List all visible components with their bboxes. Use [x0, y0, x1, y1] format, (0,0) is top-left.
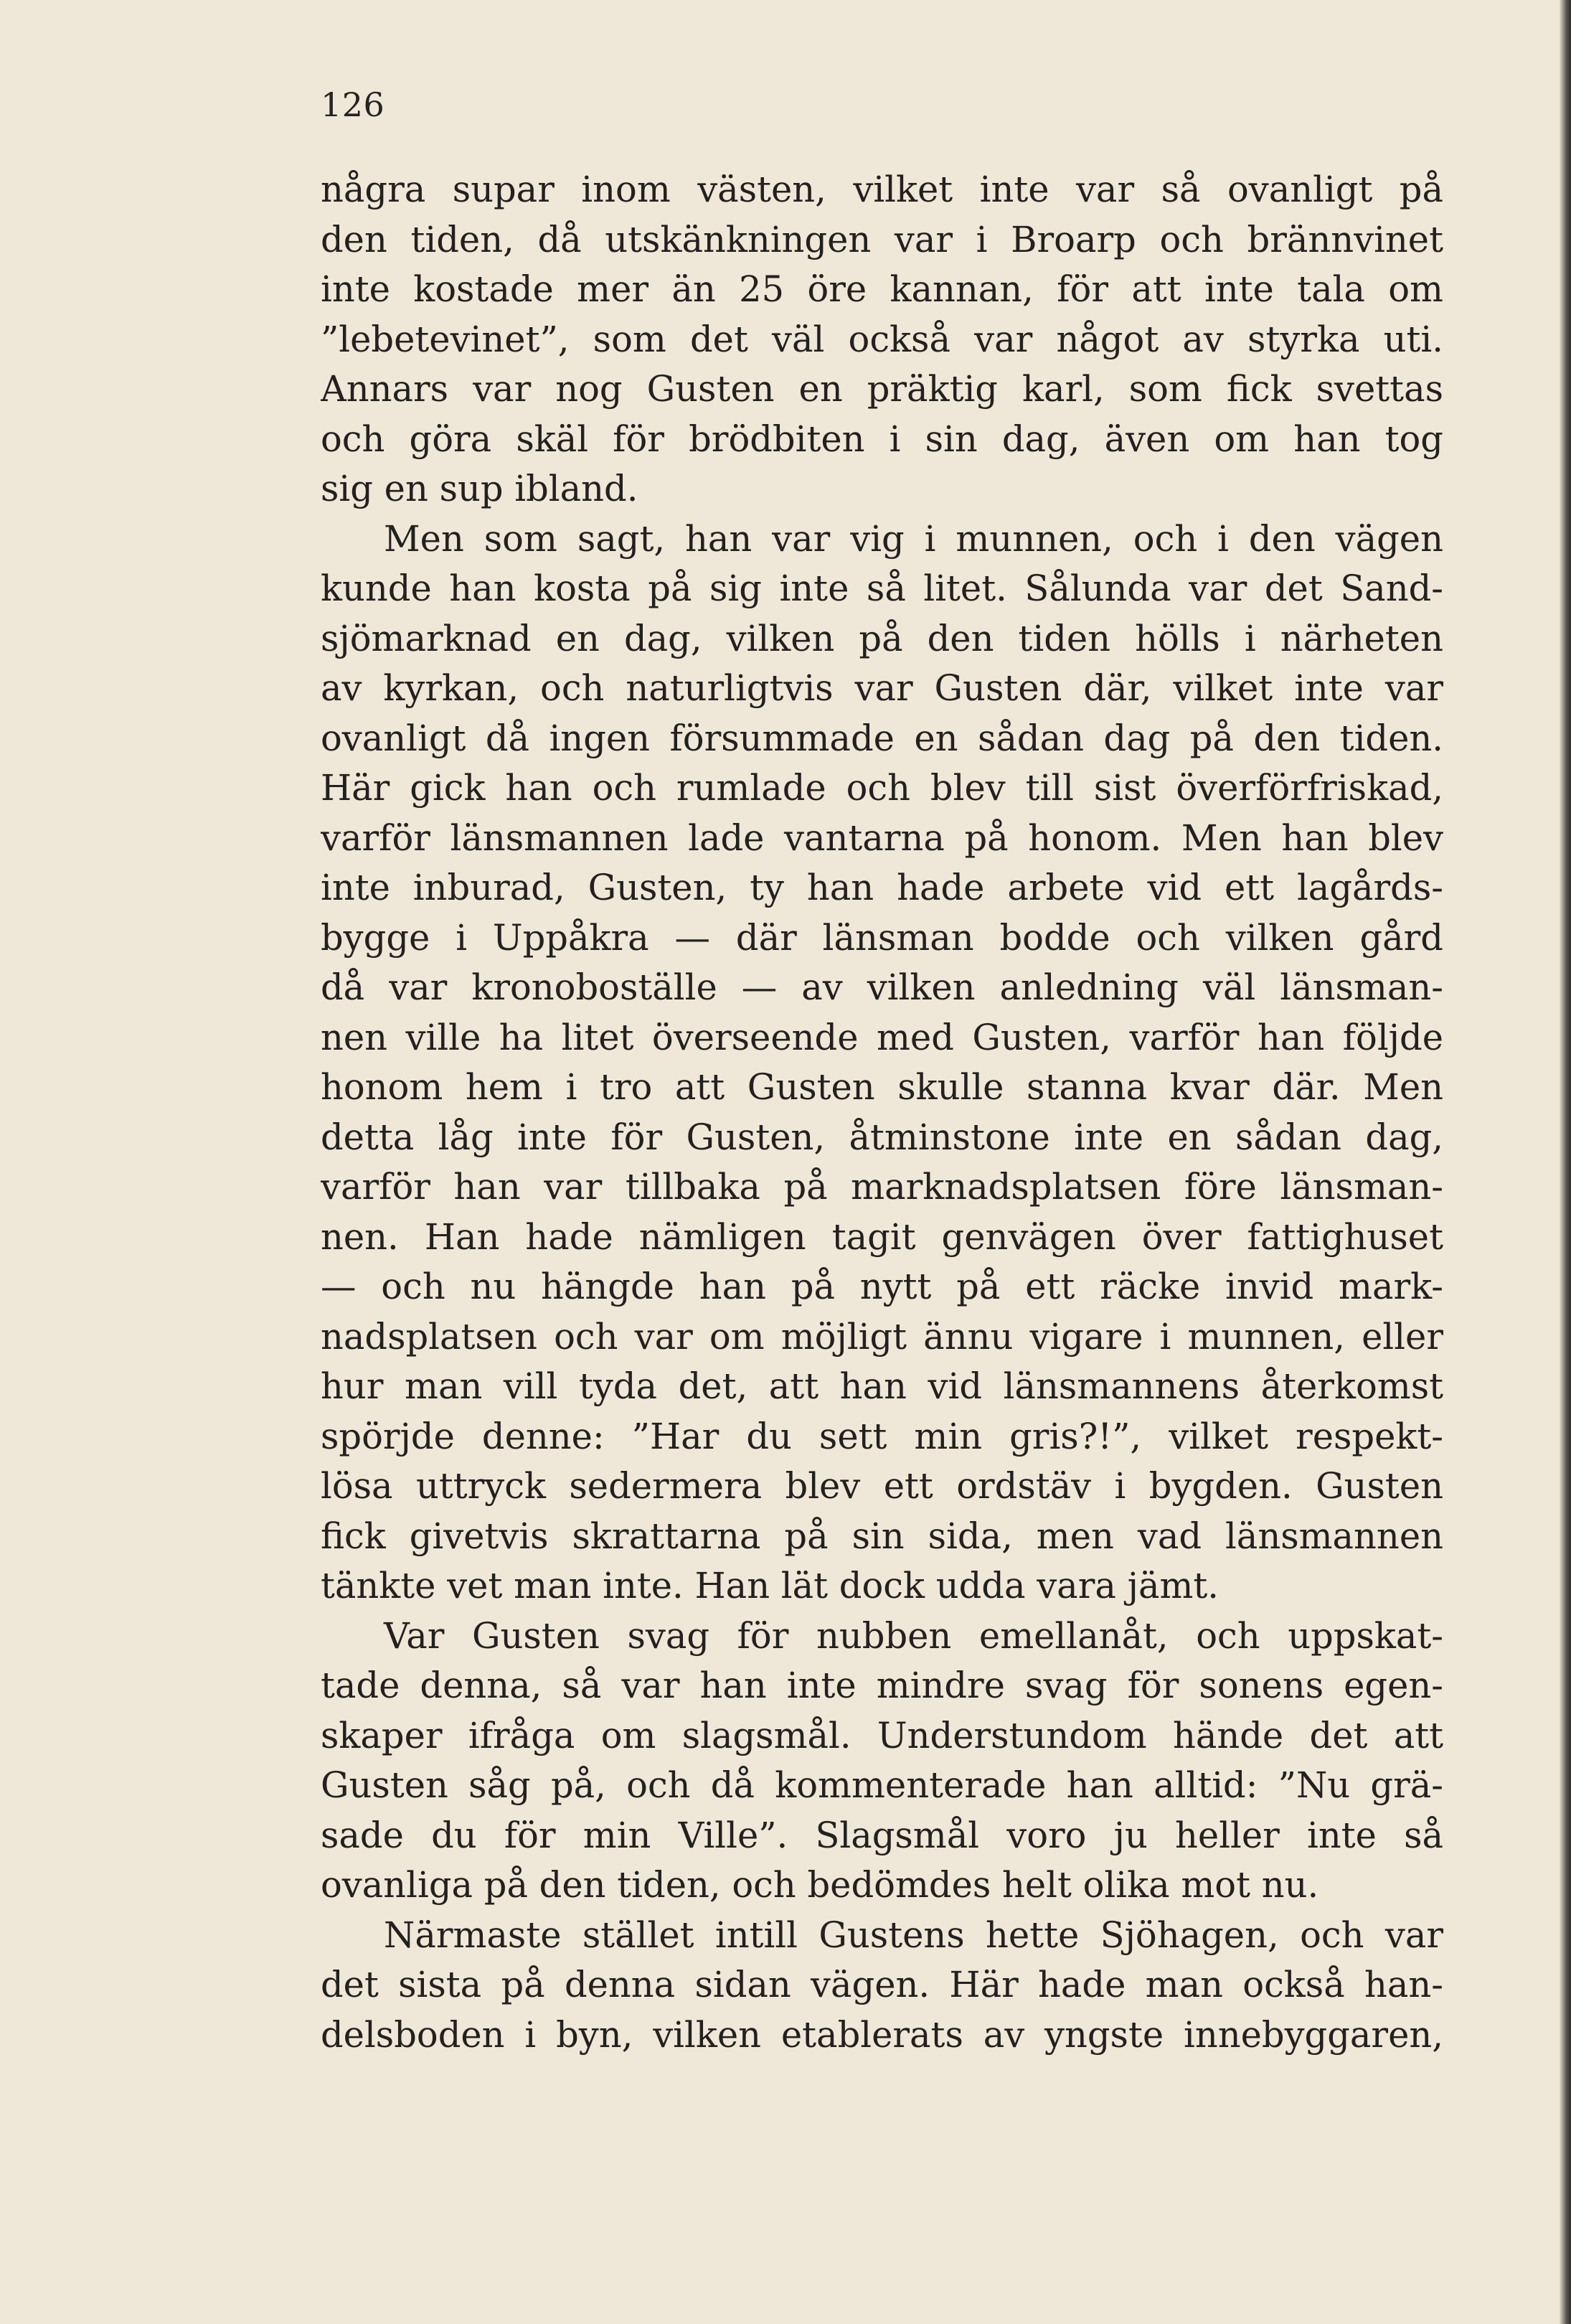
text-line: kunde han kosta på sig inte så litet. Sålunda var det Sand-	[321, 568, 1443, 609]
text-line: några supar inom västen, vilket inte var så ovanligt på	[321, 169, 1443, 210]
text-line: Var Gusten svag för nubben emellanåt, och uppskat-	[384, 1614, 1443, 1657]
text-line: — och nu hängde han på nytt på ett räcke invid mark-	[321, 1266, 1443, 1307]
paragraph-2	[321, 514, 1443, 1612]
text-line: ovanliga på den tiden, och bedömdes helt olika mot nu.	[321, 1864, 1319, 1906]
text-line: Här gick han och rumlade och blev till sist överförfriskad,	[321, 767, 1443, 809]
text-line: Annars var nog Gusten en präktig karl, som fick svettas	[321, 368, 1443, 410]
text-line: och göra skäl för brödbiten i sin dag, även om han tog	[321, 418, 1443, 460]
text-line: nen. Han hade nämligen tagit genvägen över fattighuset	[321, 1215, 1443, 1258]
text-line: honom hem i tro att Gusten skulle stanna kvar där. Men	[321, 1066, 1443, 1108]
text-line: inte kostade mer än 25 öre kannan, för att inte tala om	[321, 268, 1443, 310]
text-line: sade du för min Ville”. Slagsmål voro ju heller inte så	[321, 1814, 1443, 1856]
text-line: tade denna, så var han inte mindre svag för sonens egen-	[321, 1665, 1443, 1706]
text-line: ”lebetevinet”, som det väl också var något av styrka uti.	[321, 318, 1443, 360]
text-line: den tiden, då utskänkningen var i Broarp och brännvinet	[321, 218, 1443, 260]
body-text	[321, 165, 1443, 2060]
text-line: sig en sup ibland.	[321, 468, 638, 509]
text-line: ovanligt då ingen försummade en sådan dag på den tiden.	[321, 717, 1443, 759]
text-line: delsboden i byn, vilken etablerats av yngste innebyggaren,	[321, 2013, 1443, 2056]
text-line: Närmaste stället intill Gustens hette Sjöhagen, och var	[384, 1914, 1443, 1956]
text-line: tänkte vet man inte. Han lät dock udda vara jämt.	[321, 1565, 1219, 1606]
text-line: lösa uttryck sedermera blev ett ordstäv i bygden. Gusten	[321, 1465, 1443, 1507]
text-line: skaper ifråga om slagsmål. Understundom hände det att	[321, 1714, 1443, 1756]
text-line: av kyrkan, och naturligtvis var Gusten där, vilket inte var	[321, 667, 1443, 709]
text-line: spörjde denne: ”Har du sett min gris?!”, vilket respekt-	[321, 1415, 1443, 1457]
text-line: Gusten såg på, och då kommenterade han alltid: ”Nu grä-	[321, 1764, 1443, 1806]
page-edge	[1560, 0, 1571, 2324]
text-line: nen ville ha litet överseende med Gusten, varför han följde	[321, 1016, 1443, 1058]
paragraph-4	[321, 1911, 1443, 2061]
text-line: det sista på denna sidan vägen. Här hade man också han-	[321, 1964, 1443, 2005]
text-line: detta låg inte för Gusten, åtminstone inte en sådan dag,	[321, 1116, 1443, 1158]
text-line: inte inburad, Gusten, ty han hade arbete vid ett lagårds-	[321, 867, 1443, 908]
text-line: Men som sagt, han var vig i munnen, och i den vägen	[384, 517, 1443, 560]
text-line: hur man vill tyda det, att han vid länsmannens återkomst	[321, 1365, 1443, 1407]
text-line: bygge i Uppåkra — där länsman bodde och vilken gård	[321, 916, 1443, 959]
page-number: 126	[321, 85, 385, 124]
text-line: varför han var tillbaka på marknadsplatsen före länsman-	[321, 1166, 1443, 1208]
paragraph-1	[321, 165, 1443, 514]
paragraph-3	[321, 1612, 1443, 1911]
text-line: fick givetvis skrattarna på sin sida, men vad länsmannen	[321, 1515, 1443, 1557]
text-line: varför länsmannen lade vantarna på honom. Men han blev	[321, 817, 1443, 859]
text-line: då var kronoboställe — av vilken anledning väl länsman-	[321, 966, 1443, 1008]
text-line: nadsplatsen och var om möjligt ännu vigare i munnen, eller	[321, 1315, 1443, 1358]
text-line: sjömarknad en dag, vilken på den tiden hölls i närheten	[321, 617, 1443, 659]
